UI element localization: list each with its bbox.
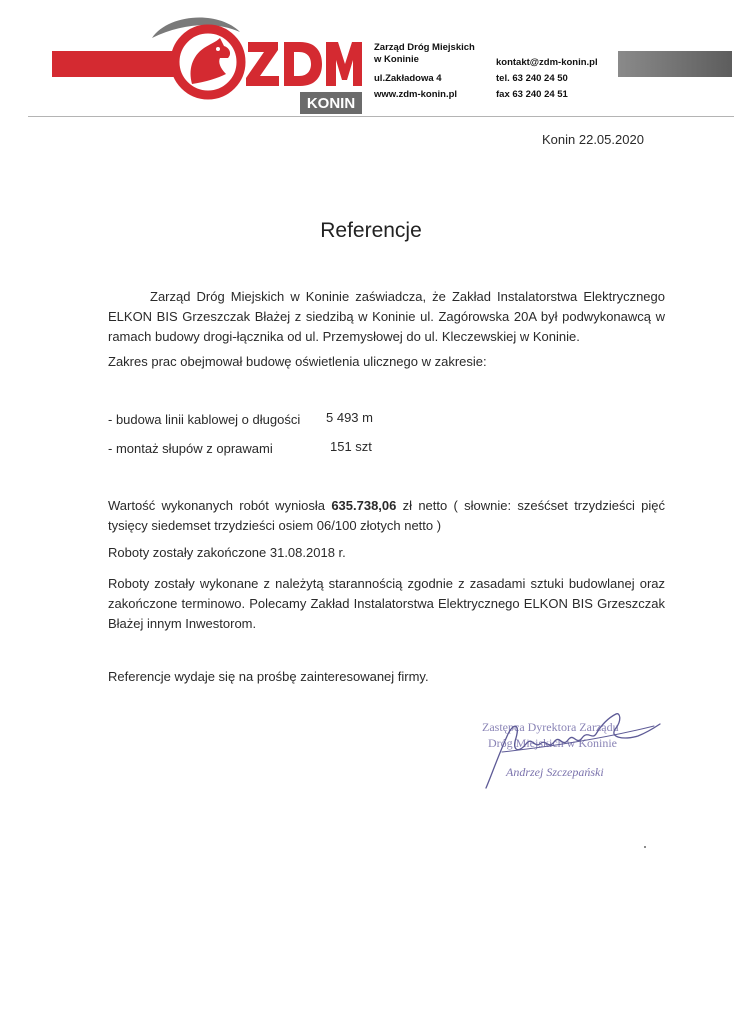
stamp-line1: Zastępca Dyrektora Zarządu [482,720,619,734]
letterhead-gray-bar [618,51,732,77]
email: kontakt@zdm-konin.pl [496,57,598,68]
handwritten-signature [478,704,668,794]
paragraph-completion: Roboty zostały zakończone 31.08.2018 r. [108,545,346,560]
org-name-line2: w Koninie [374,54,419,65]
phone: tel. 63 240 24 50 [496,73,568,84]
paragraph-scope: Zakres prac obejmował budowę oświetlenia ulicznego w zakresie: [108,354,487,369]
value-text-before: Wartość wykonanych robót wyniosła [108,498,332,513]
org-name-line1: Zarząd Dróg Miejskich [374,42,475,53]
stamp-name: Andrzej Szczepański [506,765,604,779]
contact-block [496,55,598,103]
scope-item-value-cable: 5 493 m [326,410,373,425]
org-name [374,42,475,66]
website: www.zdm-konin.pl [374,89,458,100]
scope-item-label-poles: - montaż słupów z oprawami [108,441,273,456]
street: ul.Zakładowa 4 [374,73,442,84]
scope-item-label-cable: - budowa linii kablowej o długości [108,412,301,427]
letterhead [0,0,742,120]
stamp-line2: Dróg Miejskich w Koninie [488,736,617,750]
paragraph-closing: Referencje wydaje się na prośbę zainteresowanej firmy. [108,669,429,684]
letter-title: Referencje [320,219,422,242]
paragraph-value [108,496,665,536]
header-divider [28,116,734,117]
paragraph-intro: Zarząd Dróg Miejskich w Koninie zaświadcza, że Zakład Instalatorstwa Elektrycznego ELKON BIS Grzeszczak Błażej z siedzibą w Koninie ul. Zagórowska 20A był podwykonawcą w ramach budowy drogi-łącznika od ul. Przemysłowej do ul. Kleczewskiej w Koninie. [108,289,665,344]
value-text-after: zł netto ( słownie: sześćset trzydzieści pięć tysięcy siedemset trzydzieści osiem 06/100 złotych netto ) [108,498,665,533]
zdm-logo [148,12,363,120]
letter-date: Konin 22.05.2020 [542,132,644,147]
logo-subtext: KONIN [306,95,356,112]
fax: fax 63 240 24 51 [496,89,568,100]
value-amount: 635.738,06 [331,498,397,513]
org-address [374,71,457,103]
scan-speck [644,846,646,848]
paragraph-recommendation: Roboty zostały wykonane z należytą starannością zgodnie z zasadami sztuki budowlanej oraz zakończone terminowo. Polecamy Zakład Instalatorstwa Elektrycznego ELKON BIS Grzeszczak Błażej innym Inwestorom. [108,576,665,631]
scope-item-value-poles: 151 szt [330,439,372,454]
